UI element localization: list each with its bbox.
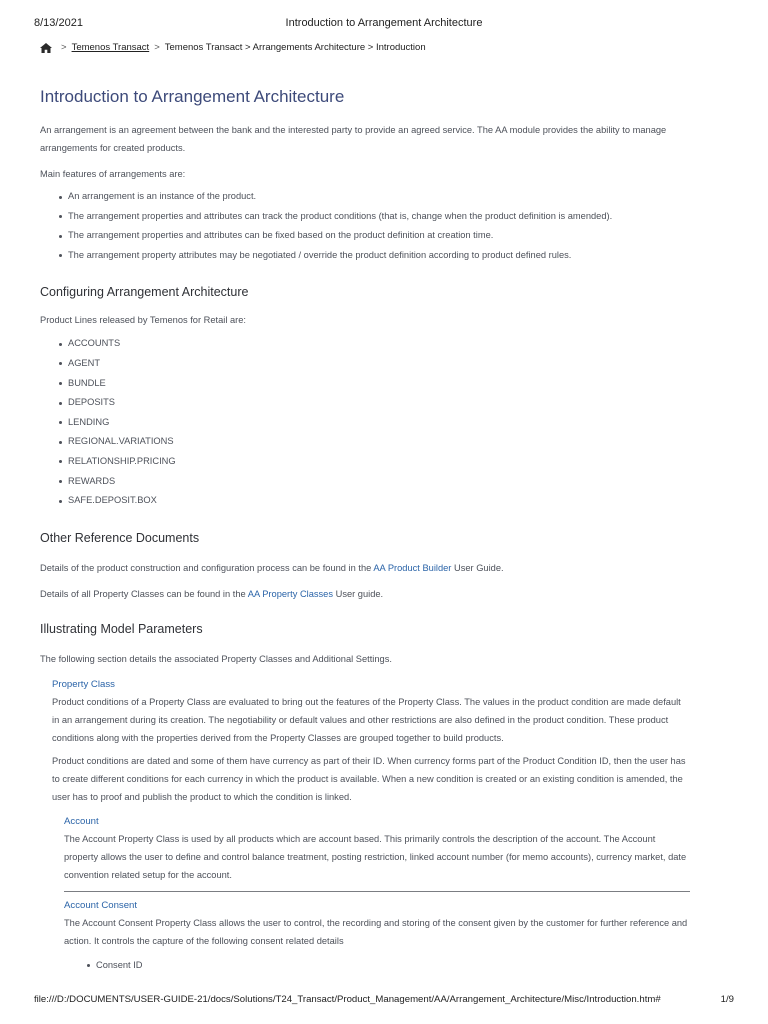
reference-line-product-builder	[40, 559, 690, 577]
features-list	[40, 187, 690, 265]
product-lines-list	[40, 334, 690, 510]
list-item: LENDING	[40, 413, 690, 433]
list-item: ACCOUNTS	[40, 334, 690, 354]
consent-details-list	[40, 956, 690, 976]
aa-property-classes-link[interactable]: AA Property Classes	[247, 588, 334, 599]
property-class-section	[52, 677, 690, 806]
main-content	[40, 86, 690, 975]
page-title: Introduction to Arrangement Architecture	[40, 87, 345, 106]
print-date: 8/13/2021	[34, 17, 83, 29]
property-class-para1: Product conditions of a Property Class are evaluated to bring out the features of the Property Class. The values in the product condition are made default in an arrangement during its creation. The negotiability or default values and other restrictions are also defined in the product condition. These product conditions along with the properties derived from the Property Classes are grouped together to build products.	[52, 696, 681, 743]
account-consent-heading: Account Consent	[64, 899, 138, 911]
product-lines-lead: Product Lines released by Temenos for Retail are:	[40, 315, 247, 326]
breadcrumb-item-current: Temenos Transact > Arrangements Architecture > Introduction	[164, 42, 426, 53]
breadcrumb	[40, 42, 426, 53]
home-icon[interactable]	[40, 43, 52, 53]
reference-text: User guide.	[333, 588, 384, 599]
list-item: AGENT	[40, 354, 690, 374]
breadcrumb-item-temenos-transact[interactable]: Temenos Transact	[71, 42, 150, 53]
reference-text: Details of the product construction and configuration process can be found in the	[40, 562, 374, 573]
list-item: The arrangement properties and attributes can track the product conditions (that is, change when the product definition is amended).	[40, 207, 690, 227]
list-item: The arrangement property attributes may be negotiated / override the product definition according to product defined rules.	[40, 246, 690, 266]
reference-text: User Guide.	[451, 562, 504, 573]
property-class-heading: Property Class	[52, 678, 115, 690]
aa-product-builder-link[interactable]: AA Product Builder	[373, 562, 452, 573]
other-references-heading: Other Reference Documents	[40, 530, 200, 545]
property-class-para2: Product conditions are dated and some of them have currency as part of their ID. When currency forms part of the Product Condition ID, then the user has to create different conditions for each currency in which the product is available. When a new condition is created or an existing condition is amended, the user has to proof and publish the product to which the condition is linked.	[52, 755, 686, 802]
configuring-heading: Configuring Arrangement Architecture	[40, 285, 249, 300]
account-para: The Account Property Class is used by all products which are account based. This primarily controls the description of the account. The Account property allows the user to define and control balance treatment, posting restriction, linked account number (for memo accounts), currency market, date convention related setup for the account.	[64, 833, 687, 880]
print-doc-title: Introduction to Arrangement Architecture	[285, 17, 483, 29]
reference-line-property-classes	[40, 585, 690, 603]
section-divider	[64, 891, 690, 892]
list-item: DEPOSITS	[40, 393, 690, 413]
list-item: SAFE.DEPOSIT.BOX	[40, 491, 690, 511]
intro-paragraph: An arrangement is an agreement between the bank and the interested party to provide an agreed service. The AA module provides the ability to manage arrangements for created products.	[40, 125, 667, 153]
breadcrumb-separator: >	[61, 42, 67, 53]
reference-text: Details of all Property Classes can be found in the	[40, 588, 248, 599]
print-file-path: file:///D:/DOCUMENTS/USER-GUIDE-21/docs/Solutions/T24_Transact/Product_Management/AA/Arrangement_Architecture/Misc/Introduction.htm#	[34, 994, 661, 1005]
list-item: REWARDS	[40, 472, 690, 492]
list-item: REGIONAL.VARIATIONS	[40, 432, 690, 452]
account-consent-para: The Account Consent Property Class allows the user to control, the recording and storing of the consent given by the customer for further reference and action. It controls the capture of the following consent related details	[64, 917, 688, 946]
illustrating-heading: Illustrating Model Parameters	[40, 621, 203, 636]
account-section	[64, 814, 690, 884]
list-item: RELATIONSHIP.PRICING	[40, 452, 690, 472]
features-lead: Main features of arrangements are:	[40, 169, 186, 179]
list-item: BUNDLE	[40, 374, 690, 394]
print-header	[34, 17, 734, 31]
illustrating-lead: The following section details the associated Property Classes and Additional Settings.	[40, 653, 392, 664]
list-item: The arrangement properties and attributes can be fixed based on the product definition at creation time.	[40, 226, 690, 246]
breadcrumb-separator: >	[154, 42, 160, 53]
account-consent-section	[64, 898, 690, 950]
print-page-number: 1/9	[720, 994, 734, 1005]
list-item: An arrangement is an instance of the product.	[40, 187, 690, 207]
list-item: Consent ID	[40, 956, 690, 976]
account-heading: Account	[64, 815, 99, 827]
